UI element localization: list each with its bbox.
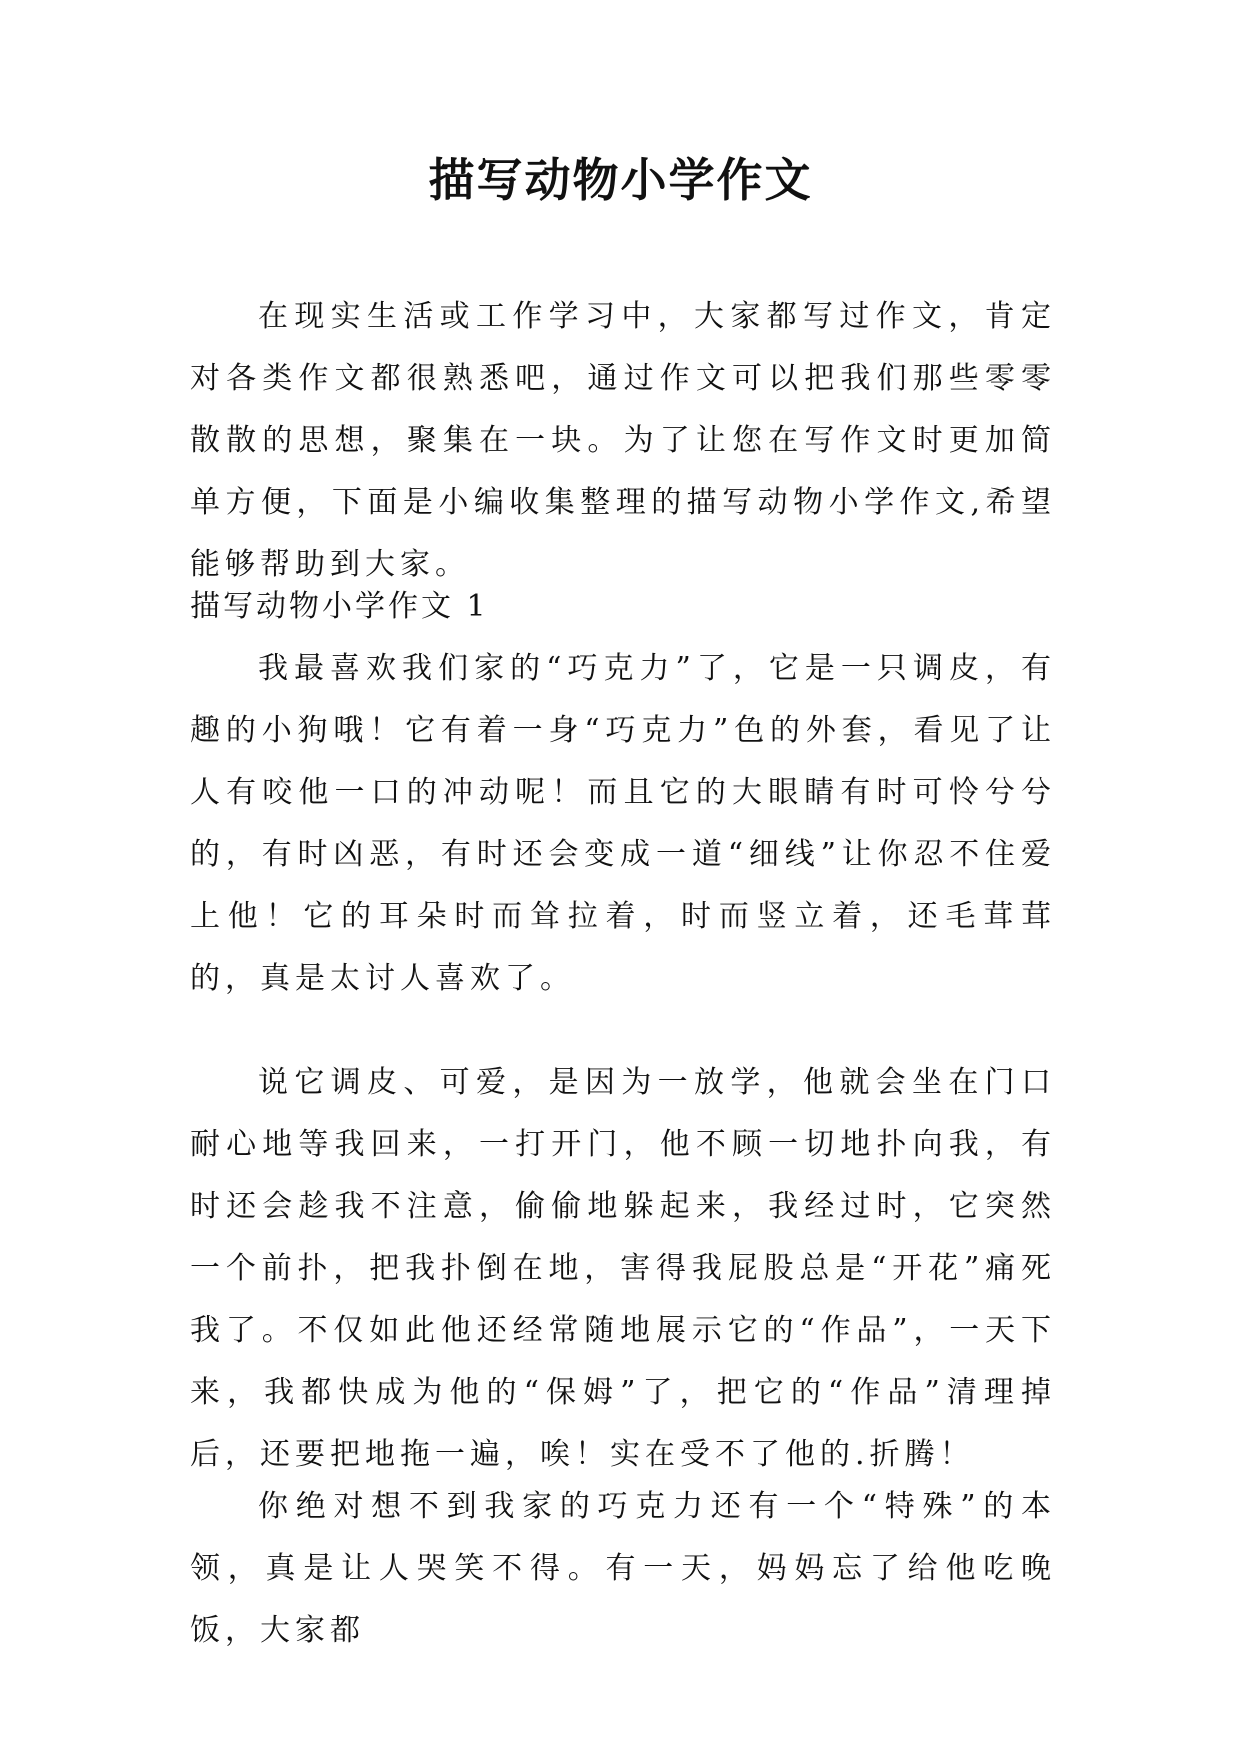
paragraph-3: 你绝对想不到我家的巧克力还有一个“特殊”的本领，真是让人哭笑不得。有一天，妈妈忘了给他吃晚饭，大家都 — [190, 1489, 1056, 1648]
intro-paragraph: 在现实生活或工作学习中，大家都写过作文，肯定对各类作文都很熟悉吧，通过作文可以把我们那些零零散散的思想，聚集在一块。为了让您在写作文时更加简单方便，下面是小编收集整理的描写动物小学作文,希望能够帮助到大家。 — [190, 299, 1056, 582]
paragraph-1: 我最喜欢我们家的“巧克力”了，它是一只调皮，有趣的小狗哦！它有着一身“巧克力”色的外套，看见了让人有咬他一口的冲动呢！而且它的大眼睛有时可怜兮兮的，有时凶恶，有时还会变成一道“细线”让你忍不住爱上他！它的耳朵时而耸拉着，时而竖立着，还毛茸茸的，真是太讨人喜欢了。 — [190, 651, 1056, 996]
section-heading: 描写动物小学作文 1 — [190, 589, 489, 624]
document-title: 描写动物小学作文 — [428, 153, 813, 207]
paragraph-2: 说它调皮、可爱，是因为一放学，他就会坐在门口耐心地等我回来，一打开门，他不顾一切地扑向我，有时还会趁我不注意，偷偷地躲起来，我经过时，它突然一个前扑，把我扑倒在地，害得我屁股总是“开花”痛死我了。不仅如此他还经常随地展示它的“作品”，一天下来，我都快成为他的“保姆”了，把它的“作品”清理掉后，还要把地拖一遍，唉！实在受不了他的.折腾！ — [190, 1065, 1056, 1472]
